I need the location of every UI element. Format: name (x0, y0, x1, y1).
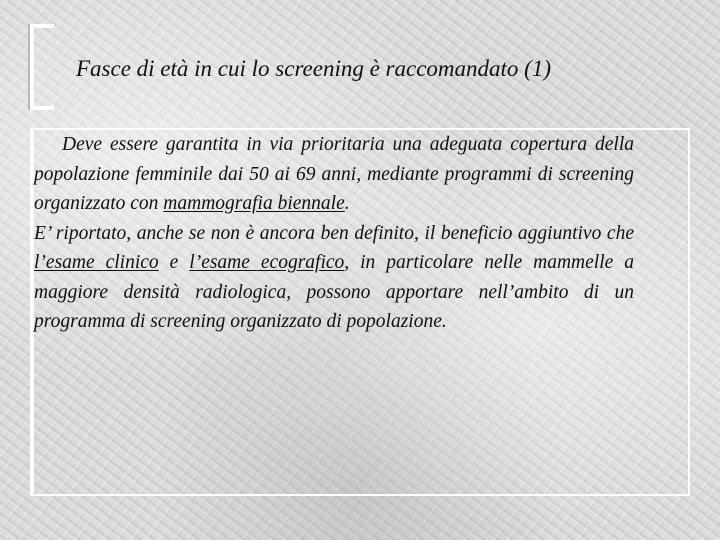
underlined-esame-ecografico: l’esame ecografico (189, 252, 345, 273)
paragraph-1 (34, 130, 634, 219)
title-bracket-decoration (30, 24, 54, 110)
paragraph-1-end: . (344, 193, 350, 214)
paragraph-2-part1: E’ riportato, anche se non è ancora ben definito, il beneficio aggiuntivo che (34, 222, 634, 244)
underlined-esame-clinico: l’esame clinico (34, 252, 159, 273)
paragraph-1-text: Deve essere garantita in via prioritaria una adeguata copertura della popolazione femminile dai 50 ai 69 anni, mediante programmi di screening organizzato con (34, 134, 634, 214)
paragraph-2-part3: , in particolare nelle mammelle a maggiore densità radiologica, possono apportare nell’ambito di un programma di screening organizzato di popolazione. (34, 252, 634, 332)
underlined-mammografia: mammografia biennale (163, 193, 345, 214)
slide-body (34, 130, 634, 337)
paragraph-2 (34, 219, 634, 337)
paragraph-2-part2: e (158, 252, 190, 273)
slide-title: Fasce di età in cui lo screening è raccomandato (1) (76, 56, 551, 81)
